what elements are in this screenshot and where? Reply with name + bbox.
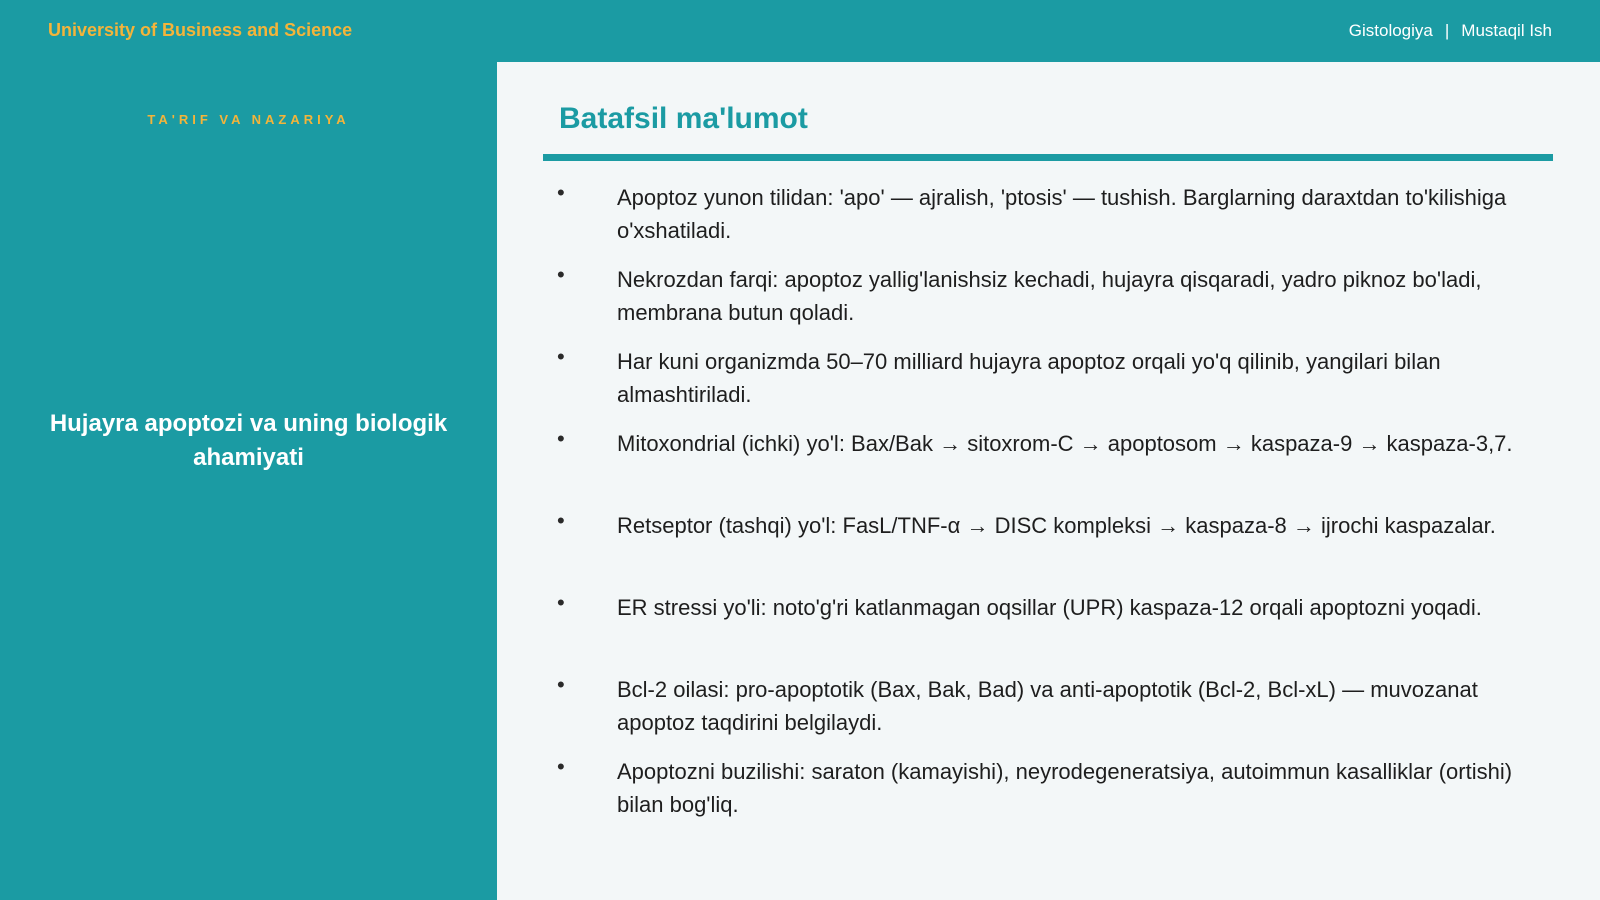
top-bar	[0, 0, 1600, 62]
bullet-icon: •	[557, 672, 565, 697]
content-panel	[497, 62, 1600, 900]
page-title: Batafsil ma'lumot	[559, 102, 808, 135]
list-item	[557, 591, 1557, 673]
list-item	[557, 427, 1557, 509]
bullet-text: Bcl-2 oilasi: pro-apoptotik (Bax, Bak, Bad) va anti-apoptotik (Bcl-2, Bcl-xL) — muvozanat apoptoz taqdirini belgilaydi.	[617, 677, 1478, 735]
slide-topic-title: Hujayra apoptozi va uning biologik ahamiyati	[49, 410, 448, 471]
list-item	[557, 345, 1557, 427]
bullet-icon: •	[557, 590, 565, 615]
list-item	[557, 509, 1557, 591]
list-item	[557, 673, 1557, 755]
section-label: TA'RIF VA NAZARIYA	[147, 112, 350, 127]
list-item	[557, 755, 1557, 837]
bullet-text: Nekrozdan farqi: apoptoz yallig'lanishsiz kechadi, hujayra qisqaradi, yadro piknoz bo'ladi, membrana butun qoladi.	[617, 267, 1482, 325]
bullet-text: Mitoxondrial (ichki) yo'l: Bax/Bak → sitoxrom-C → apoptosom → kaspaza-9 → kaspaza-3,7.	[617, 431, 1513, 456]
bullet-icon: •	[557, 262, 565, 287]
title-underline	[543, 154, 1553, 161]
university-brand: University of Business and Science	[48, 20, 353, 40]
bullet-text: ER stressi yo'li: noto'g'ri katlanmagan oqsillar (UPR) kaspaza-12 orqali apoptozni yoqadi.	[617, 595, 1482, 620]
top-nav	[1349, 21, 1552, 41]
subject-label: Gistologiya	[1348, 21, 1433, 40]
bullet-icon: •	[557, 508, 565, 533]
nav-separator: |	[1444, 21, 1450, 40]
bullet-icon: •	[557, 754, 565, 779]
work-type-label: Mustaqil Ish	[1461, 21, 1552, 40]
bullet-icon: •	[557, 426, 565, 451]
bullet-text: Apoptoz yunon tilidan: 'apo' — ajralish, 'ptosis' — tushish. Barglarning daraxtdan to'kilishiga o'xshatiladi.	[617, 185, 1507, 243]
bullet-icon: •	[557, 344, 565, 369]
bullet-list	[557, 181, 1557, 837]
list-item	[557, 263, 1557, 345]
bullet-text: Retseptor (tashqi) yo'l: FasL/TNF-α → DISC kompleksi → kaspaza-8 → ijrochi kaspazalar.	[617, 513, 1496, 538]
list-item	[557, 181, 1557, 263]
bullet-text: Har kuni organizmda 50–70 milliard hujayra apoptoz orqali yo'q qilinib, yangilari bilan almashtiriladi.	[617, 349, 1441, 407]
bullet-text: Apoptozni buzilishi: saraton (kamayishi), neyrodegeneratsiya, autoimmun kasalliklar (ortishi) bilan bog'liq.	[617, 759, 1513, 817]
bullet-icon: •	[557, 180, 565, 205]
sidebar-panel	[0, 62, 497, 900]
